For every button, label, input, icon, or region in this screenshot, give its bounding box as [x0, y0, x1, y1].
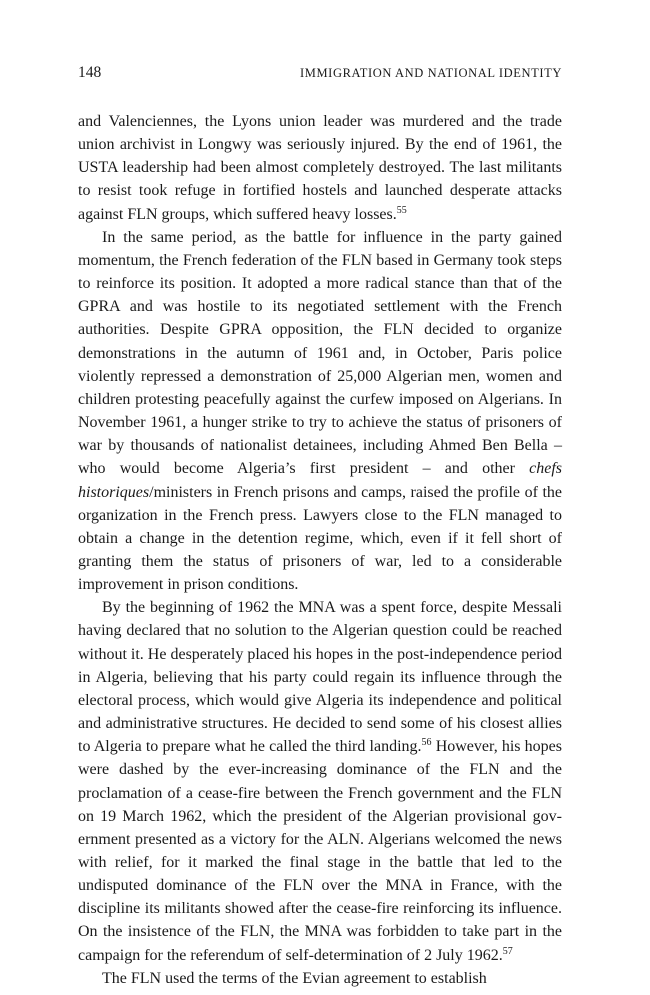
paragraph-1 — [78, 110, 562, 226]
text-run: /ministers in French prisons and camps, raised the profile of the organization in the French press. Lawyers close to the FLN managed to obtain a change in the detention regime, which, even if it fell short of granting them the status of prisoners of war, led to a considerable improvement in prison conditions. — [78, 483, 562, 594]
text-run: In the same period, as the battle for influence in the party gained momentum, the French federation of the FLN based in Germany took steps to reinforce its position. It adopted a more radical stance than that of the GPRA and was hostile to its negotiated settlement with the French authorities. Despite GPRA opposition, the FLN decided to organize demonstrations in the autumn of 1961 and, in October, Paris police violently repressed a demonstration of 25,000 Algerian men, women and children protesting peacefully against the curfew imposed on Algerians. In November 1961, a hunger strike to try to achieve the status of prisoners of war by thousands of nationalist detainees, including Ahmed Ben Bella – who would become Algeria’s first president – and other — [78, 228, 562, 478]
body-text — [78, 110, 562, 990]
footnote-ref-57: 57 — [502, 945, 513, 957]
text-run: The FLN used the terms of the Evian agreement to establish — [102, 969, 487, 987]
page-header — [78, 64, 562, 86]
footnote-ref-56: 56 — [421, 737, 432, 749]
text-run: By the beginning of 1962 the MNA was a spent force, despite Messali having declared that no solution to the Algerian question could be reached without it. He desperately placed his hopes in the post-independence period in Algeria, believing that his party could regain its influence through the electoral process, which would give Algeria its independence and political and administrative structures. He decided to send some of his closest allies to Algeria to prepare what he called the third landing. — [78, 599, 562, 756]
running-head: IMMIGRATION AND NATIONAL IDENTITY — [299, 66, 562, 80]
text-run: However, his hopes were dashed by the ever-increasing dominance of the FLN and the proclamation of a cease-fire between the French government and the FLN on 19 March 1962, which the president of the Algerian provisional government presented as a victory for the ALN. Algerians welcomed the news with relief, for it marked the final stage in the battle that led to the undisputed dominance of the FLN over the MNA in France, with the discipline its militants showed after the cease-fire reinforcing its influence. On the insistence of the FLN, the MNA was forbidden to take part in the campaign for the referendum of self-determination of 2 July 1962. — [78, 738, 563, 964]
text-run: and Valenciennes, the Lyons union leader was murdered and the trade union archivist in Longwy was seriously injured. By the end of 1961, the USTA leadership had been almost completely destroyed. The last militants to resist took refuge in fortified hostels and launched desperate attacks against FLN groups, which suffered heavy losses. — [78, 113, 562, 223]
footnote-ref-55: 55 — [396, 204, 407, 216]
page-number: 148 — [78, 64, 102, 81]
paragraph-2 — [78, 226, 562, 597]
paragraph-4 — [78, 967, 562, 990]
paragraph-3 — [78, 596, 562, 967]
italic-term: chefs historiques — [78, 460, 562, 501]
